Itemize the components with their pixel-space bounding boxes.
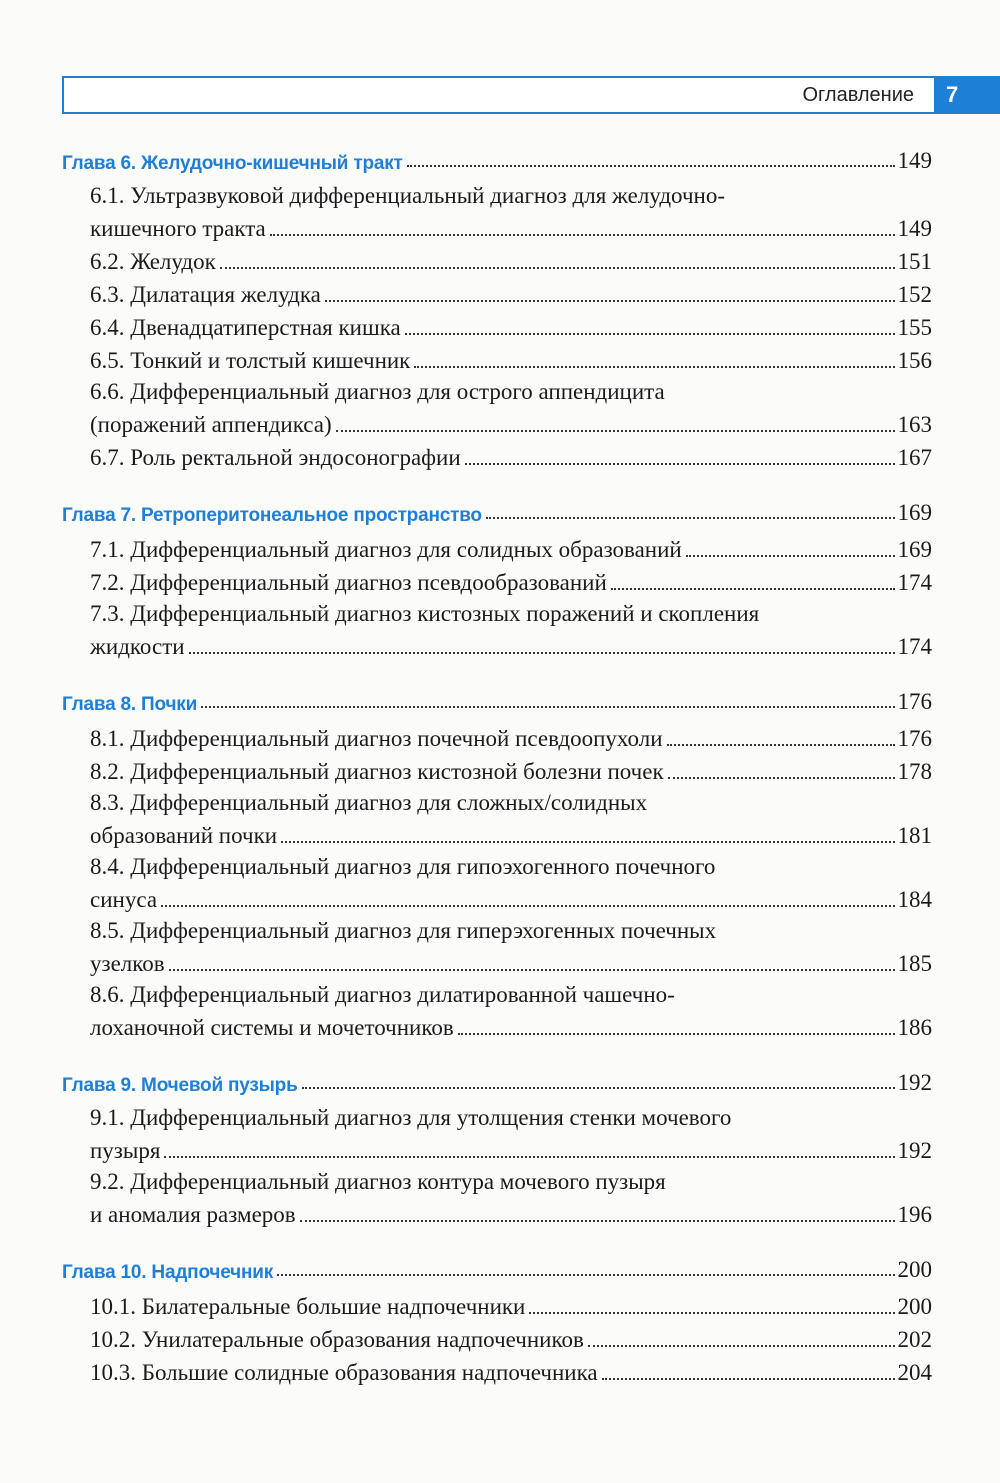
chapter-page-number: 149 [897, 148, 932, 173]
section-title-line1: 9.2. Дифференциальный диагноз контура мочевого пузыря [90, 1169, 666, 1194]
dot-leader [602, 1378, 895, 1380]
section-entry[interactable] [62, 1102, 932, 1166]
section-page-number: 152 [897, 282, 932, 307]
dot-leader [588, 1345, 895, 1347]
chapter-page-number: 176 [897, 689, 932, 714]
dot-leader [300, 1220, 895, 1222]
section-title-line2: узелков [90, 951, 165, 976]
section-title-line1: 7.3. Дифференциальный диагноз кистозных поражений и скопления [90, 601, 760, 626]
section-entry[interactable] [62, 1322, 932, 1355]
chapter-page-number: 169 [897, 500, 932, 525]
section-title: 6.3. Дилатация желудка [90, 282, 321, 307]
dot-leader [458, 1033, 895, 1035]
chapter-entry[interactable] [62, 494, 932, 532]
section-title-line1: 8.6. Дифференциальный диагноз дилатированной чашечно- [90, 982, 675, 1007]
section-entry[interactable] [62, 277, 932, 310]
section-page-number: 149 [897, 216, 932, 241]
section-entry[interactable] [62, 598, 932, 662]
section-title: 10.3. Большие солидные образования надпочечника [90, 1360, 598, 1385]
section-entry[interactable] [62, 440, 932, 473]
section-title: 10.1. Билатеральные большие надпочечники [90, 1294, 526, 1319]
section-title-line2: кишечного тракта [90, 216, 266, 241]
header-title: Оглавление [802, 84, 914, 106]
toc-chapter [62, 494, 932, 662]
section-title-line1: 8.5. Дифференциальный диагноз для гиперэхогенных почечных [90, 918, 717, 943]
dot-leader [407, 165, 895, 167]
toc-chapter [62, 683, 932, 1043]
chapter-title: Глава 10. Надпочечник [62, 1262, 274, 1283]
dot-leader [465, 463, 895, 465]
dot-leader [405, 333, 895, 335]
chapter-page-number: 192 [897, 1070, 932, 1095]
section-title-line1: 8.4. Дифференциальный диагноз для гипоэхогенного почечного [90, 854, 716, 879]
dot-leader [302, 1087, 895, 1089]
section-page-number: 174 [897, 634, 932, 659]
section-title: 6.2. Желудок [90, 249, 216, 274]
section-title: 8.1. Дифференциальный диагноз почечной псевдоопухоли [90, 726, 663, 751]
page-number-tab: 7 [934, 76, 1000, 114]
section-title-line1: 6.1. Ультразвуковой дифференциальный диагноз для желудочно- [90, 183, 725, 208]
section-page-number: 176 [897, 726, 932, 751]
section-page-number: 155 [897, 315, 932, 340]
section-page-number: 184 [897, 887, 932, 912]
section-title: 7.2. Дифференциальный диагноз псевдообразований [90, 570, 607, 595]
section-title: 6.5. Тонкий и толстый кишечник [90, 348, 411, 373]
section-title-line1: 6.6. Дифференциальный диагноз для острого аппендицита [90, 379, 665, 404]
section-entry[interactable] [62, 244, 932, 277]
section-entry[interactable] [62, 915, 932, 979]
chapter-entry[interactable] [62, 142, 932, 180]
dot-leader [201, 706, 894, 708]
section-entry[interactable] [62, 979, 932, 1043]
dot-leader [611, 588, 895, 590]
section-page-number: 186 [897, 1015, 932, 1040]
section-page-number: 169 [897, 537, 932, 562]
section-title: 7.1. Дифференциальный диагноз для солидных образований [90, 537, 682, 562]
section-entry[interactable] [62, 180, 932, 244]
chapter-title: Глава 6. Желудочно-кишечный тракт [62, 153, 403, 174]
section-entry[interactable] [62, 565, 932, 598]
section-page-number: 174 [897, 570, 932, 595]
section-entry[interactable] [62, 787, 932, 851]
dot-leader [529, 1312, 894, 1314]
dot-leader [325, 300, 895, 302]
section-entry[interactable] [62, 1289, 932, 1322]
section-title-line2: и аномалия размеров [90, 1202, 296, 1227]
chapter-title: Глава 7. Ретроперитонеальное пространство [62, 505, 482, 526]
dot-leader [686, 555, 895, 557]
section-page-number: 181 [897, 823, 932, 848]
section-page-number: 202 [897, 1327, 932, 1352]
section-page-number: 185 [897, 951, 932, 976]
chapter-page-number: 200 [897, 1257, 932, 1282]
section-entry[interactable] [62, 1355, 932, 1388]
section-page-number: 156 [897, 348, 932, 373]
section-title-line1: 8.3. Дифференциальный диагноз для сложных/солидных [90, 790, 648, 815]
section-title-line1: 9.1. Дифференциальный диагноз для утолщения стенки мочевого [90, 1105, 732, 1130]
section-title: 8.2. Дифференциальный диагноз кистозной болезни почек [90, 759, 664, 784]
section-page-number: 167 [897, 445, 932, 470]
section-page-number: 200 [897, 1294, 932, 1319]
dot-leader [486, 517, 895, 519]
section-page-number: 151 [897, 249, 932, 274]
dot-leader [336, 430, 895, 432]
section-title: 6.4. Двенадцатиперстная кишка [90, 315, 401, 340]
section-title-line2: образований почки [90, 823, 278, 848]
section-entry[interactable] [62, 343, 932, 376]
table-of-contents [62, 142, 932, 1409]
dot-leader [220, 267, 895, 269]
section-entry[interactable] [62, 1166, 932, 1230]
section-page-number: 196 [897, 1202, 932, 1227]
dot-leader [169, 969, 895, 971]
dot-leader [270, 234, 895, 236]
running-header [62, 76, 936, 114]
dot-leader [667, 744, 895, 746]
section-title-line2: (поражений аппендикса) [90, 412, 332, 437]
section-title: 6.7. Роль ректальной эндосонографии [90, 445, 461, 470]
toc-chapter [62, 1064, 932, 1230]
section-page-number: 204 [897, 1360, 932, 1385]
dot-leader [164, 1156, 894, 1158]
section-title-line2: лоханочной системы и мочеточников [90, 1015, 454, 1040]
section-title: 10.2. Унилатеральные образования надпочечников [90, 1327, 584, 1352]
chapter-entry[interactable] [62, 1251, 932, 1289]
section-entry[interactable] [62, 310, 932, 343]
dot-leader [161, 905, 894, 907]
section-title-line2: пузыря [90, 1138, 161, 1163]
section-title-line2: синуса [90, 887, 158, 912]
chapter-title: Глава 8. Почки [62, 694, 198, 715]
toc-chapter [62, 142, 932, 473]
dot-leader [668, 777, 895, 779]
chapter-entry[interactable] [62, 683, 932, 721]
section-entry[interactable] [62, 376, 932, 440]
section-entry[interactable] [62, 721, 932, 754]
dot-leader [277, 1274, 894, 1276]
toc-chapter [62, 1251, 932, 1388]
dot-leader [189, 652, 895, 654]
section-page-number: 178 [897, 759, 932, 784]
section-page-number: 192 [897, 1138, 932, 1163]
chapter-entry[interactable] [62, 1064, 932, 1102]
section-entry[interactable] [62, 532, 932, 565]
dot-leader [414, 366, 894, 368]
section-title-line2: жидкости [90, 634, 185, 659]
chapter-title: Глава 9. Мочевой пузырь [62, 1075, 298, 1096]
section-page-number: 163 [897, 412, 932, 437]
dot-leader [281, 841, 894, 843]
section-entry[interactable] [62, 754, 932, 787]
section-entry[interactable] [62, 851, 932, 915]
